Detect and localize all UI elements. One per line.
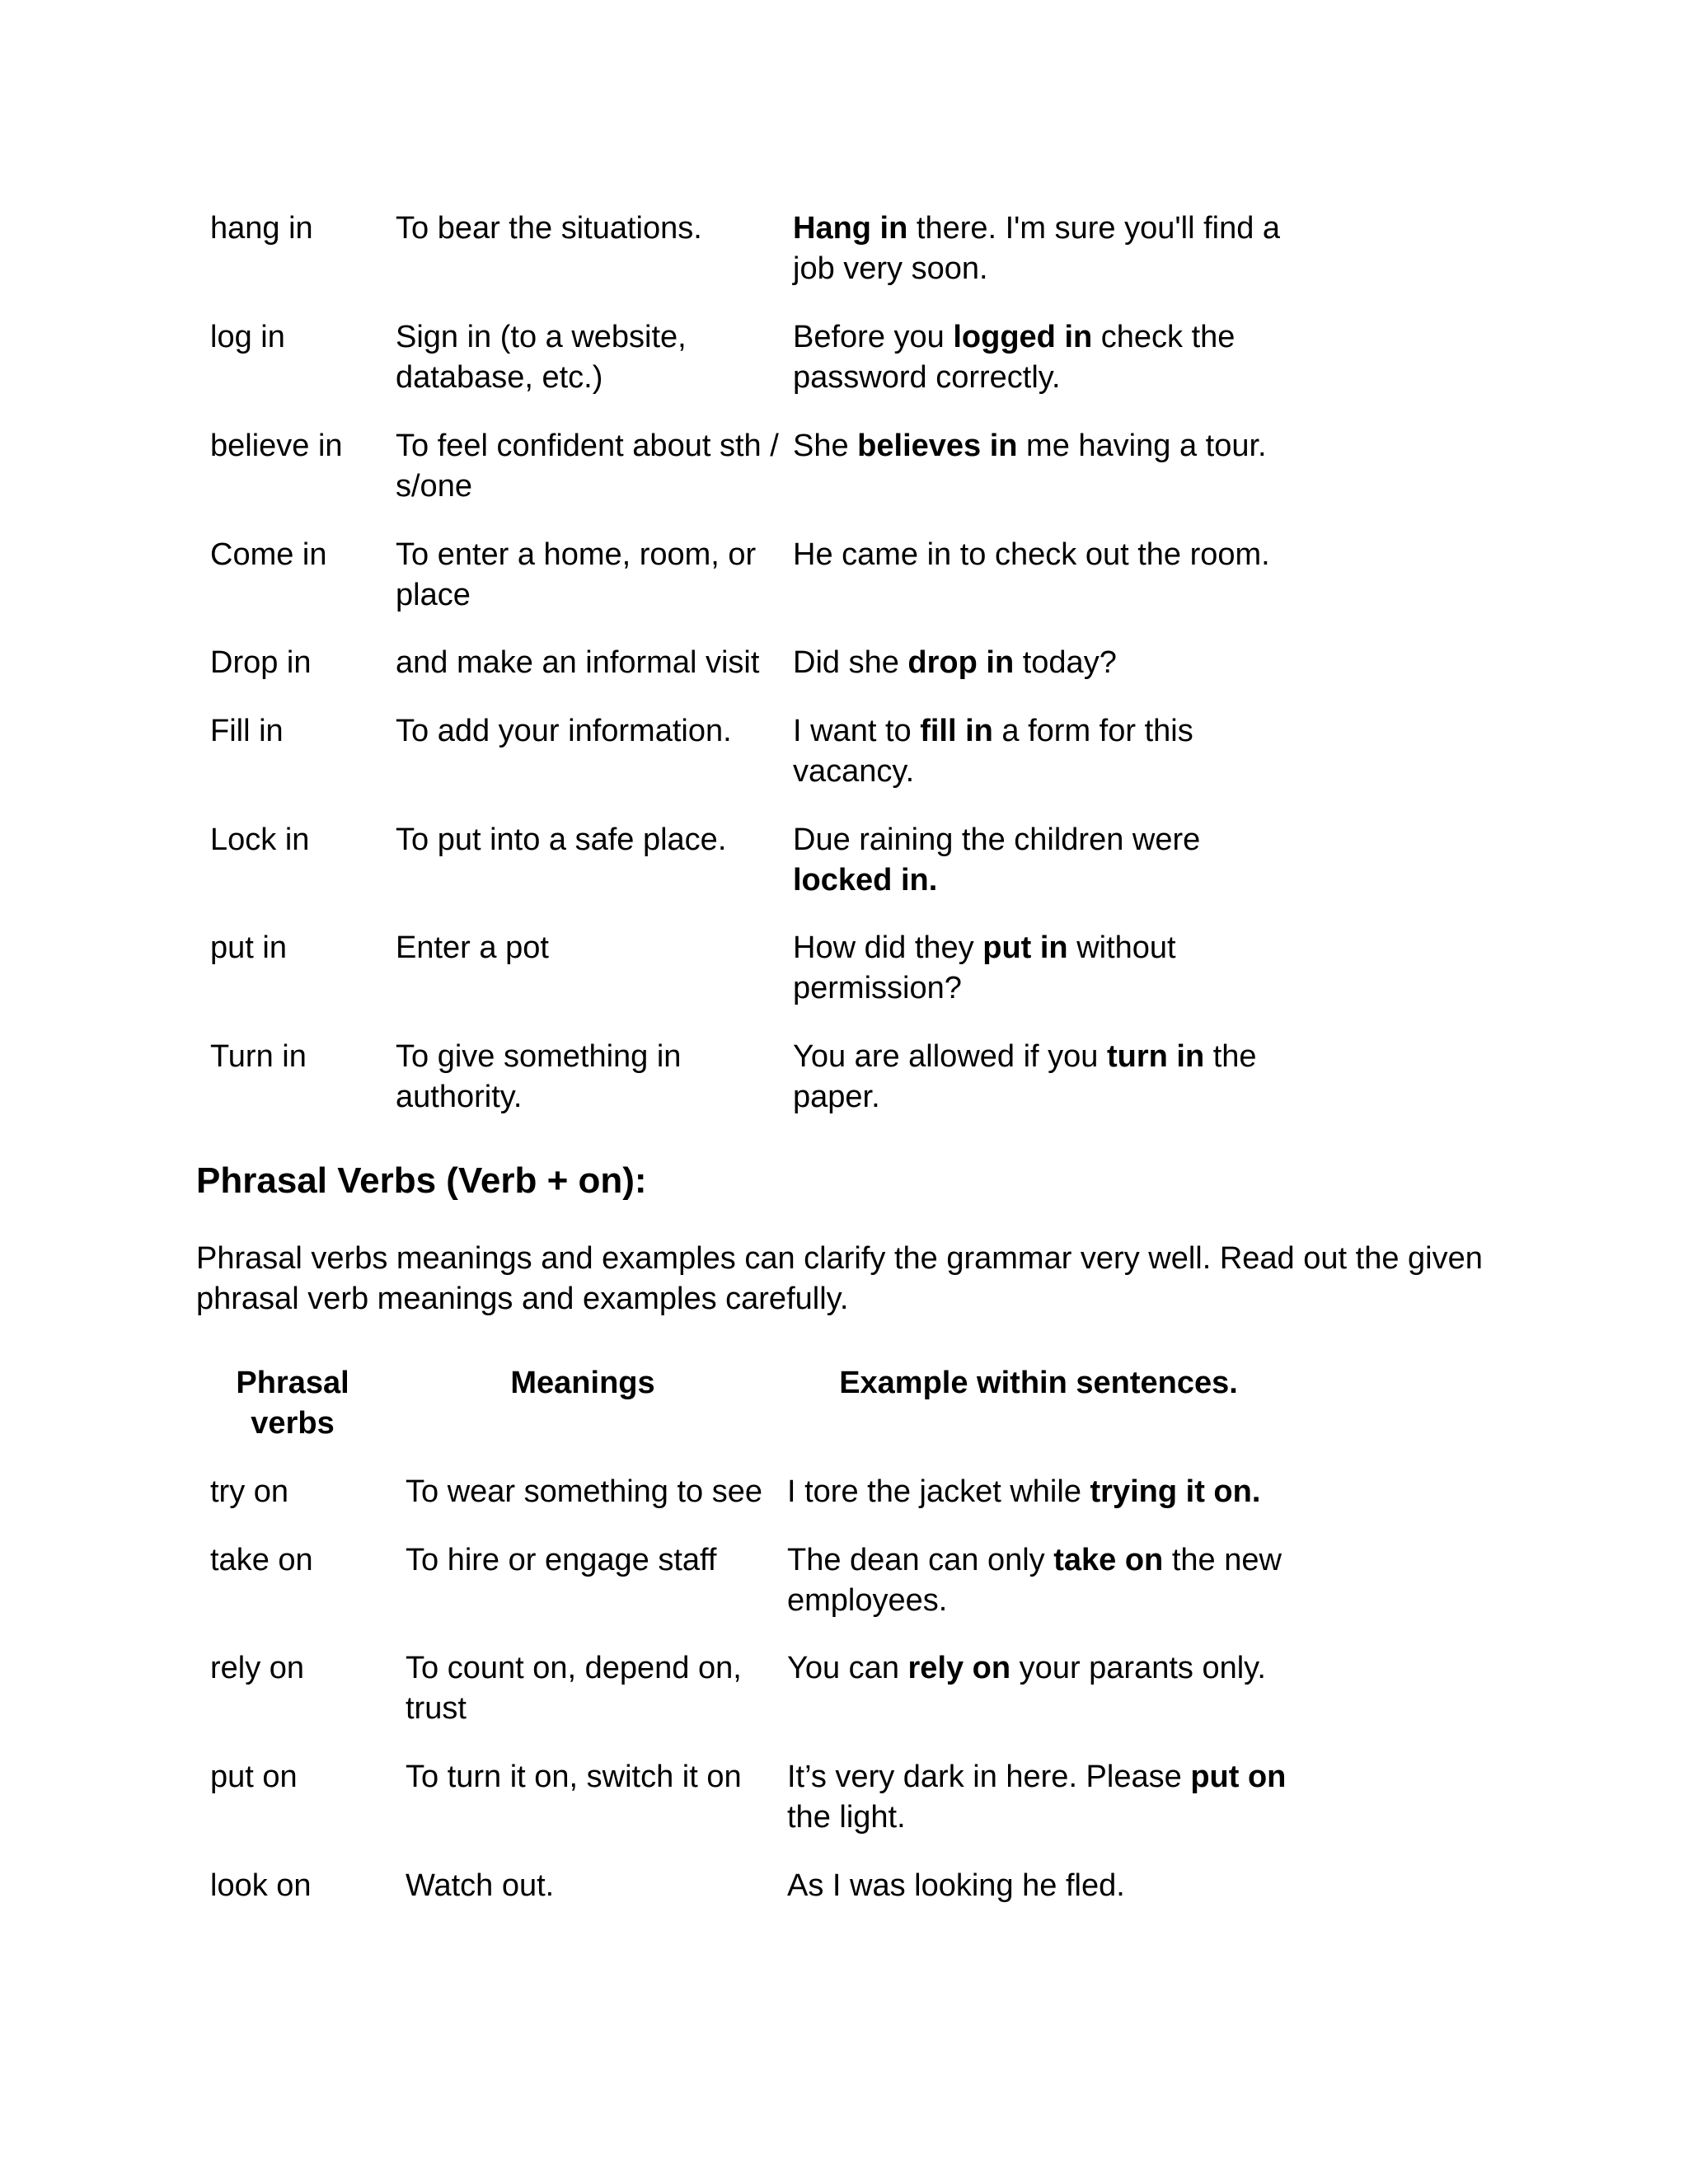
phrasal-verb-cell: Lock in [210,823,310,857]
phrasal-verb-cell: look on [210,1868,312,1903]
phrasal-verb-cell: log in [210,320,285,354]
meaning-cell: Enter a pot [396,930,549,965]
example-phrasal-verb-highlight: put in [982,930,1068,965]
example-cell [793,820,1308,901]
meaning-cell: Watch out. [406,1868,555,1903]
phrasal-verb-cell: hang in [210,211,313,246]
section-heading: Phrasal Verbs (Verb + on): [196,1160,647,1201]
example-text: the new employees. [787,1543,1291,1618]
example-text: I want to [793,714,921,748]
phrasal-verb-cell: believe in [210,429,343,463]
meaning-cell: To put into a safe place. [396,823,727,857]
example-text: You are allowed if you [793,1039,1107,1074]
phrasal-verb-cell: Come in [210,537,327,572]
example-cell [793,711,1308,792]
example-cell [793,1037,1308,1118]
example-cell [793,317,1308,398]
example-text: the light. [787,1760,1295,1835]
example-text: without permission? [793,930,1185,1005]
phrasal-verb-cell: Fill in [210,714,284,748]
example-text: You can [787,1651,908,1685]
example-cell [787,1757,1302,1838]
example-phrasal-verb-highlight: turn in [1106,1039,1205,1074]
example-text: your parants only. [1010,1651,1266,1685]
column-header-phrasal-verbs: Phrasal verbs [236,1366,349,1441]
example-text: check the password correctly. [793,320,1244,395]
example-cell [793,535,1308,575]
phrasal-verb-cell: take on [210,1543,313,1577]
example-phrasal-verb-highlight: put on [1190,1760,1287,1794]
meaning-cell: To give something in authority. [396,1039,690,1114]
meaning-cell: and make an informal visit [396,645,760,680]
example-cell [793,643,1308,683]
meaning-cell: To enter a home, room, or place [396,537,765,612]
meaning-cell: To turn it on, switch it on [406,1760,742,1794]
example-text: the paper. [793,1039,1266,1114]
example-text: me having a tour. [1017,429,1267,463]
phrasal-verb-cell: put on [210,1760,298,1794]
meaning-cell: To add your information. [396,714,732,748]
example-phrasal-verb-highlight: rely on [907,1651,1011,1685]
example-text: How did they [793,930,983,965]
meaning-cell: To feel confident about sth / s/one [396,429,788,504]
example-text: a form for this vacancy. [793,714,1203,789]
example-text: Before you [793,320,954,354]
example-cell [787,1540,1302,1621]
meaning-cell: To wear something to see [406,1474,763,1509]
example-phrasal-verb-highlight: believes in [857,429,1018,463]
example-text: I tore the jacket while [787,1474,1090,1509]
meaning-cell: To bear the situations. [396,211,702,246]
meaning-cell: To count on, depend on, trust [406,1651,751,1726]
column-header-meanings: Meanings [510,1366,655,1400]
example-cell [787,1648,1302,1689]
phrasal-verb-cell: rely on [210,1651,305,1685]
example-cell [793,209,1308,289]
example-cell [787,1472,1302,1512]
phrasal-verb-cell: put in [210,930,287,965]
example-text: It’s very dark in here. Please [787,1760,1191,1794]
example-text: today? [1014,645,1117,680]
column-header-example: Example within sentences. [839,1366,1238,1400]
example-text: The dean can only [787,1543,1054,1577]
phrasal-verb-cell: Drop in [210,645,312,680]
example-text: Due raining the children were [793,823,1209,857]
example-text: She [793,429,858,463]
phrasal-verb-cell: try on [210,1474,289,1509]
example-cell [787,1866,1302,1906]
example-phrasal-verb-highlight: fill in [920,714,993,748]
example-cell [793,928,1308,1009]
example-phrasal-verb-highlight: Hang in [793,211,908,246]
example-cell [793,426,1308,466]
example-phrasal-verb-highlight: locked in. [793,863,938,898]
example-phrasal-verb-highlight: logged in [953,320,1093,354]
example-phrasal-verb-highlight: take on [1053,1543,1164,1577]
phrasal-verb-cell: Turn in [210,1039,307,1074]
meaning-cell: To hire or engage staff [406,1543,717,1577]
example-text: there. I'm sure you'll find a job very soon. [793,211,1289,286]
example-text: Did she [793,645,908,680]
example-text: He came in to check out the room. [793,537,1270,572]
example-text: As I was looking he fled. [787,1868,1125,1903]
section-intro-paragraph: Phrasal verbs meanings and examples can clarify the grammar very well. Read out the given phrasal verb meanings and examples carefully. [196,1241,1483,1316]
example-phrasal-verb-highlight: drop in [907,645,1015,680]
meaning-cell: Sign in (to a website, database, etc.) [396,320,696,395]
example-phrasal-verb-highlight: trying it on. [1090,1474,1261,1509]
